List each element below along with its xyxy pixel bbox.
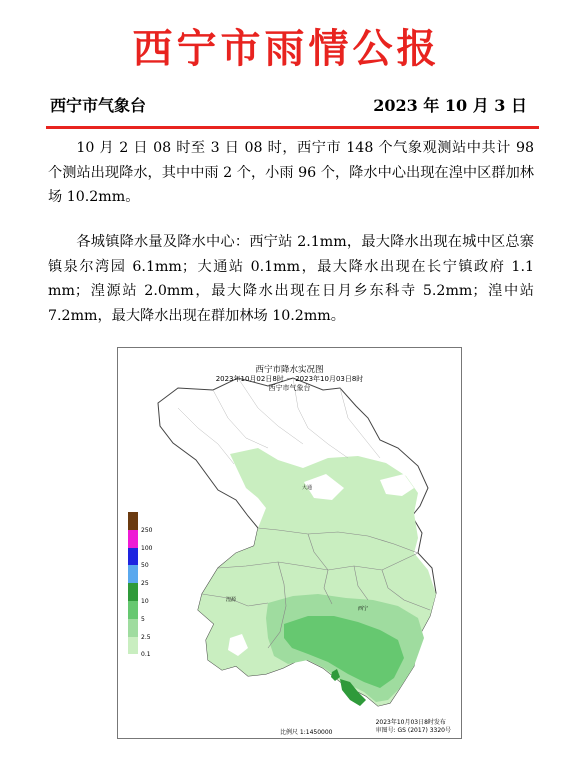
map-period: 2023年10月02日8时 － 2023年10月03日8时 xyxy=(215,375,364,383)
legend-item xyxy=(128,619,162,641)
legend-label: 5 xyxy=(141,615,145,623)
bulletin-date: 2023 年 10 月 3 日 xyxy=(373,96,527,115)
stations-paragraph: 各城镇降水量及降水中心：西宁站 2.1mm，最大降水出现在城中区总寨镇泉尔湾园 6.1mm；大通站 0.1mm，最大降水出现在长宁镇政府 1.1 mm；湟源站 2.0mm，最大降水出现在日月乡东科寺 5.2mm；湟中站 7.2mm，最大降水出现在群加林场 10.2mm。 xyxy=(48,234,534,324)
legend-item xyxy=(128,637,162,659)
place-label-huangyuan: 湟源 xyxy=(226,597,237,603)
legend-label: 50 xyxy=(141,562,149,570)
legend-item xyxy=(128,565,162,588)
legend-item xyxy=(128,601,162,623)
legend-label: 250 xyxy=(141,526,153,534)
precipitation-map xyxy=(117,347,462,739)
legend-label: 2.5 xyxy=(141,633,151,641)
map-approval-number: 审图号: GS (2017) 3320号 xyxy=(375,727,451,734)
legend-label: 0.1 xyxy=(141,651,151,659)
map-issuer: 西宁市气象台 xyxy=(268,384,311,392)
legend-item xyxy=(128,512,162,534)
map-scale: 比例尺 1:1450000 xyxy=(280,729,333,736)
legend-item xyxy=(128,583,162,605)
issuer-name: 西宁市气象台 xyxy=(50,96,147,115)
place-label-datong: 大通 xyxy=(302,485,313,491)
legend-label: 10 xyxy=(141,597,149,605)
legend-item xyxy=(128,530,162,552)
summary-paragraph: 10 月 2 日 08 时至 3 日 08 时，西宁市 148 个气象观测站中共计 98 个测站出现降水，其中中雨 2 个，小雨 96 个，降水中心出现在湟中区群加林场 10.2mm。 xyxy=(48,140,534,205)
map-legend xyxy=(128,512,162,659)
map-published-time: 2023年10月03日8时发布 xyxy=(375,719,446,726)
map-publish-info xyxy=(376,719,451,735)
legend-label: 100 xyxy=(141,544,153,552)
legend-item xyxy=(128,548,162,570)
map-title: 西宁市降水实况图 xyxy=(255,365,324,375)
header-divider xyxy=(46,126,539,129)
map-graphic xyxy=(118,348,461,738)
place-label-xining: 西宁 xyxy=(358,606,369,612)
bulletin-title: 西宁市雨情公报 xyxy=(132,26,441,72)
legend-label: 25 xyxy=(141,580,149,588)
